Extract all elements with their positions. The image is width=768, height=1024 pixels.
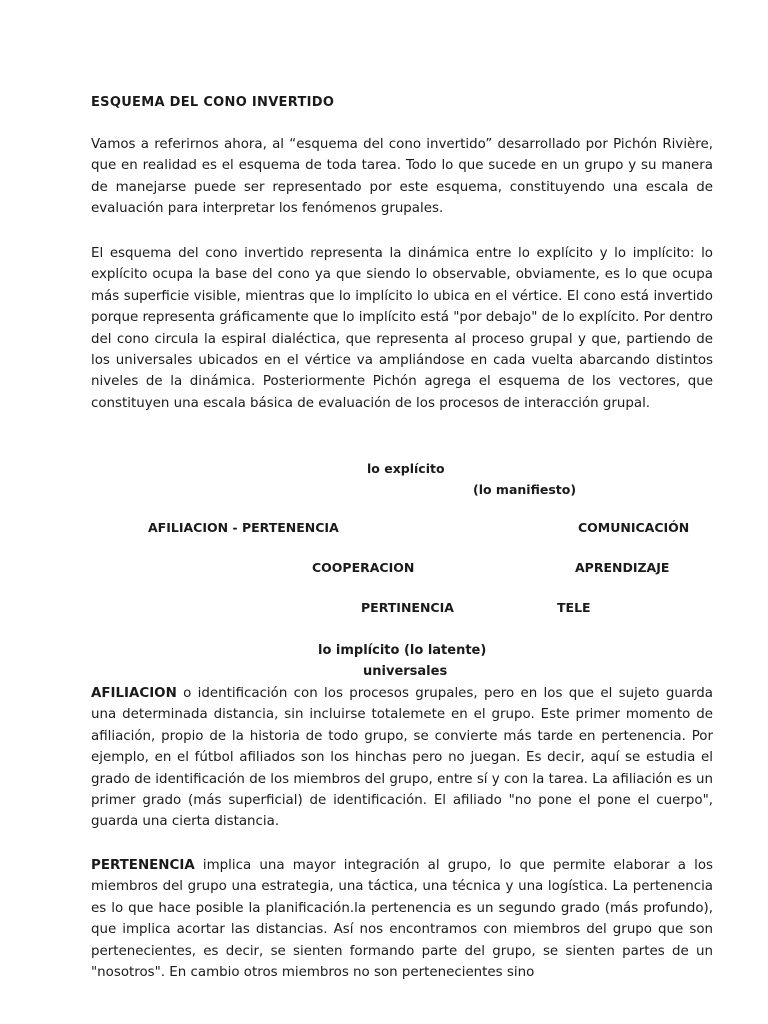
intro-paragraph: Vamos a referirnos ahora, al “esquema del cono invertido” desarrollado por Pichón Rivière, que en realidad es el esquema de toda tarea. Todo lo que sucede en un grupo y su manera de manejarse puede ser representado por este esquema, constituyendo una escala de evaluación para interpretar los fenómenos grupales. xyxy=(91,137,713,217)
diagram-explicit-label: lo explícito xyxy=(367,461,445,476)
diagram-implicit-label: lo implícito (lo latente) xyxy=(318,643,487,658)
afiliacion-text: o identificación con los procesos grupales, pero en los que el sujeto guarda una determinada distancia, sin incluirse totalemete en el grupo. Este primer momento de afiliación, propio de la historia de todo grupo, se convierte más tarde en pertenencia. Por ejemplo, en el fútbol afiliados son los hinchas pero no juegan. Es decir, aquí se estudia el grado de identificación de los miembros del grupo, entre sí y con la tarea. La afiliación es un primer grado (más superficial) de identificación. El afiliado "no pone el pone el cuerpo", guarda una cierta distancia. xyxy=(91,686,713,830)
diagram-universals-label: universales xyxy=(363,664,448,679)
pertenencia-text: implica una mayor integración al grupo, lo que permite elaborar a los miembros del grupo una estrategia, una táctica, una técnica y una logística. La pertenencia es lo que hace posible la planificación.la pertenencia es un segundo grado (más profundo), que implica acortar las distancias. Así nos encontramos con miembros del grupo que son pertenecientes, es decir, se sienten formando parte del grupo, se sienten partes de un "nosotros". En cambio otros miembros no son pertenecientes sino xyxy=(91,858,713,981)
diagram-pertinence-label: PERTINENCIA xyxy=(361,600,454,615)
afiliacion-paragraph xyxy=(91,683,713,833)
diagram-affiliation-belonging-label: AFILIACION - PERTENENCIA xyxy=(148,520,339,535)
pertenencia-paragraph xyxy=(91,855,713,983)
pertenencia-term: PERTENENCIA xyxy=(91,858,195,873)
cone-paragraph: El esquema del cono invertido representa la dinámica entre lo explícito y lo implícito: lo explícito ocupa la base del cono ya que siendo lo observable, obviamente, es lo que ocupa más superficie visible, mientras que lo implícito lo ubica en el vértice. El cono está invertido porque representa gráficamente que lo implícito está "por debajo" de lo explícito. Por dentro del cono circula la espiral dialéctica, que representa al proceso grupal y que, partiendo de los universales ubicados en el vértice va ampliándose en cada vuelta abarcando distintos niveles de la dinámica. Posteriormente Pichón agrega el esquema de los vectores, que constituyen una escala básica de evaluación de los procesos de interacción grupal. xyxy=(91,246,713,411)
diagram-learning-label: APRENDIZAJE xyxy=(575,560,670,575)
diagram-cooperation-label: COOPERACION xyxy=(312,560,415,575)
diagram-tele-label: TELE xyxy=(557,600,591,615)
afiliacion-term: AFILIACION xyxy=(91,686,177,701)
diagram-communication-label: COMUNICACIÓN xyxy=(578,520,690,535)
document-title: ESQUEMA DEL CONO INVERTIDO xyxy=(91,95,335,110)
diagram-manifest-label: (lo manifiesto) xyxy=(473,482,577,497)
